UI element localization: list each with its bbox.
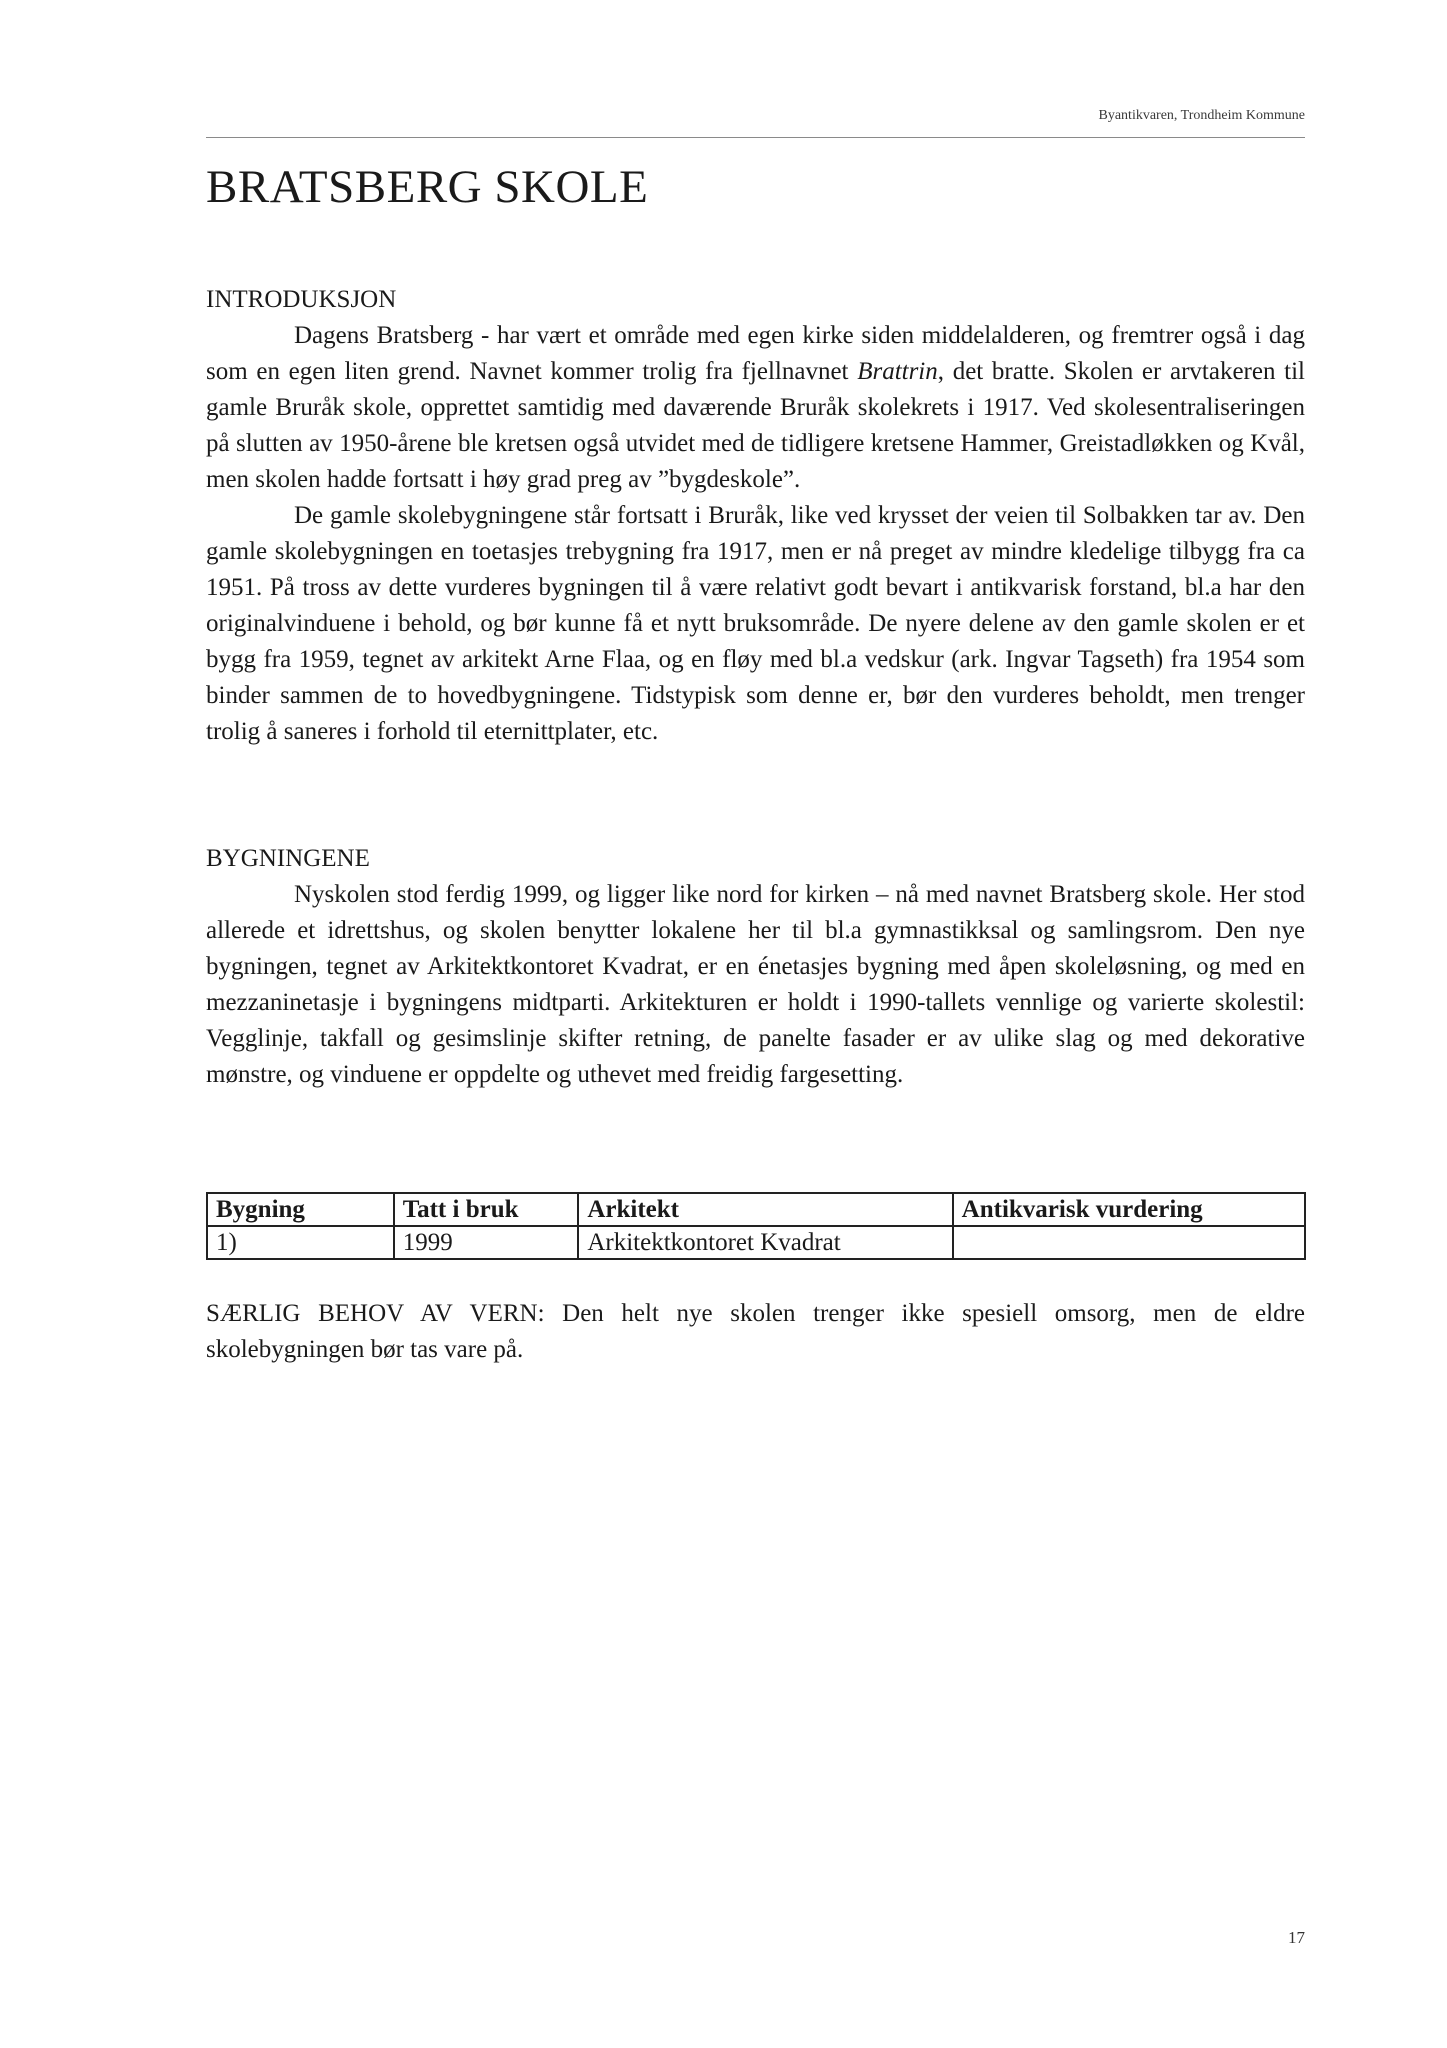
section-heading-bygningene: BYGNINGENE: [206, 845, 370, 872]
intro-p1-italic-name: Brattrin: [857, 358, 938, 385]
intro-p1-text-a: Dagens Bratsberg - har vært et område med egen kirke siden middelalderen, og fremtrer også i dag som en egen liten grend. Navnet kommer trolig fra fjellnavnet: [206, 322, 1305, 385]
section-heading-introduksjon: INTRODUKSJON: [206, 286, 397, 313]
table-header-bygning: Bygning: [207, 1193, 394, 1226]
section-introduksjon: [206, 282, 1305, 750]
table-cell-arkitekt: Arkitektkontoret Kvadrat: [578, 1226, 952, 1259]
saerlig-behov-av-vern: SÆRLIG BEHOV AV VERN: Den helt nye skolen trenger ikke spesiell omsorg, men de eldre skolebygningen bør tas vare på.: [206, 1300, 1305, 1363]
intro-paragraph-2: De gamle skolebygningene står fortsatt i Bruråk, like ved krysset der veien til Solbakken tar av. Den gamle skolebygningen en toetasjes trebygning fra 1917, men er nå preget av mindre kledelige tilbygg fra ca 1951. På tross av dette vurderes bygningen til å være relativt godt bevart i antikvarisk forstand, bl.a har den originalvinduene i behold, og bør kunne få et nytt bruksområde. De nyere delene av den gamle skolen er et bygg fra 1959, tegnet av arkitekt Arne Flaa, og en fløy med bl.a vedskur (ark. Ingvar Tagseth) fra 1954 som binder sammen de to hovedbygningene. Tidstypisk som denne er, bør den vurderes beholdt, men trenger trolig å saneres i forhold til eternittplater, etc.: [206, 502, 1305, 745]
intro-paragraph-1: [206, 318, 1305, 498]
header-divider: [206, 137, 1305, 138]
bygningene-paragraph-1: Nyskolen stod ferdig 1999, og ligger like nord for kirken – nå med navnet Bratsberg skole. Her stod allerede et idrettshus, og skolen benytter lokalene her til bl.a gymnastikksal og samlingsrom. Den nye bygningen, tegnet av Arkitektkontoret Kvadrat, er en énetasjes bygning med åpen skoleløsning, og med en mezzaninetasje i bygningens midtparti. Arkitekturen er holdt i 1990-tallets vennlige og varierte skolestil: Vegglinje, takfall og gesimslinje skifter retning, de panelte fasader er av ulike slag og med dekorative mønstre, og vinduene er oppdelte og uthevet med freidig fargesetting.: [206, 881, 1305, 1088]
table-header-tatt-i-bruk: Tatt i bruk: [394, 1193, 579, 1226]
page-number: 17: [1288, 1928, 1305, 1947]
buildings-table: [206, 1192, 1306, 1260]
table-header-antikvarisk-vurdering: Antikvarisk vurdering: [953, 1193, 1305, 1226]
table-row: [207, 1226, 1305, 1259]
table-cell-tatt-i-bruk: 1999: [394, 1226, 579, 1259]
table-header-arkitekt: Arkitekt: [578, 1193, 952, 1226]
intro-p1-text-b: , det bratte. Skolen er arvtakeren til gamle Bruråk skole, opprettet samtidig med daværende Bruråk skolekrets i 1917. Ved skolesentraliseringen på slutten av 1950-årene ble kretsen også utvidet med de tidligere kretsene Hammer, Greistadløkken og Kvål, men skolen hadde fortsatt i høy grad preg av ”bygdeskole”.: [206, 358, 1305, 493]
header-organization: Byantikvaren, Trondheim Kommune: [1098, 108, 1305, 123]
section-bygningene: [206, 841, 1305, 1093]
page-title: BRATSBERG SKOLE: [206, 161, 649, 213]
table-cell-antikvarisk-vurdering: [953, 1226, 1305, 1259]
table-header-row: [207, 1193, 1305, 1226]
table-cell-bygning: 1): [207, 1226, 394, 1259]
